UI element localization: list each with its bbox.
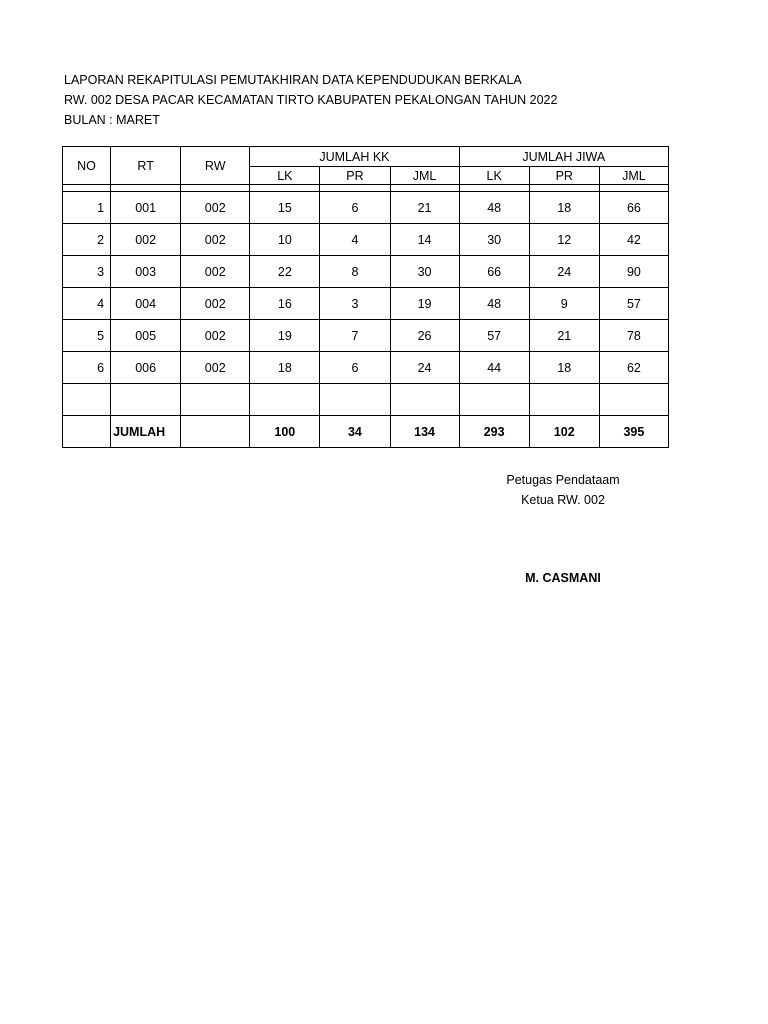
cell-jiwa-lk: 66 <box>459 256 529 288</box>
cell-jiwa-jml: 42 <box>599 224 668 256</box>
cell-jiwa-lk: 44 <box>459 352 529 384</box>
cell-kk-lk: 16 <box>250 288 320 320</box>
signature-block <box>463 470 663 510</box>
cell-jiwa-jml: 57 <box>599 288 668 320</box>
header-jiwa-jml: JML <box>599 167 668 185</box>
cell-kk-jml: 30 <box>390 256 459 288</box>
total-jiwa-jml: 395 <box>599 416 668 448</box>
cell-jiwa-pr: 21 <box>529 320 599 352</box>
signature-role: Petugas Pendataam <box>506 473 620 487</box>
cell-no: 5 <box>63 320 111 352</box>
cell-jiwa-lk: 30 <box>459 224 529 256</box>
header-rt: RT <box>111 147 181 185</box>
cell-rt: 006 <box>111 352 181 384</box>
cell-jiwa-jml: 66 <box>599 192 668 224</box>
cell-kk-pr: 6 <box>320 352 390 384</box>
cell-jiwa-jml: 62 <box>599 352 668 384</box>
header-jumlah-kk: JUMLAH KK <box>250 147 459 167</box>
cell-rt: 002 <box>111 224 181 256</box>
spacer-row <box>63 185 669 192</box>
cell-jiwa-pr: 18 <box>529 192 599 224</box>
header-no: NO <box>63 147 111 185</box>
cell-kk-lk: 15 <box>250 192 320 224</box>
total-kk-pr: 34 <box>320 416 390 448</box>
cell-kk-lk: 22 <box>250 256 320 288</box>
cell-rw: 002 <box>181 224 250 256</box>
cell-kk-pr: 4 <box>320 224 390 256</box>
cell-rw: 002 <box>181 288 250 320</box>
table-row <box>63 320 669 352</box>
recap-table <box>62 146 669 448</box>
cell-rw: 002 <box>181 256 250 288</box>
cell-jiwa-lk: 48 <box>459 288 529 320</box>
cell-no: 3 <box>63 256 111 288</box>
cell-kk-jml: 19 <box>390 288 459 320</box>
signature-position: Ketua RW. 002 <box>521 493 605 507</box>
cell-jiwa-lk: 48 <box>459 192 529 224</box>
cell-kk-pr: 7 <box>320 320 390 352</box>
empty-row <box>63 384 669 416</box>
cell-rt: 004 <box>111 288 181 320</box>
report-month: BULAN : MARET <box>64 113 160 127</box>
cell-rt: 001 <box>111 192 181 224</box>
cell-jiwa-jml: 78 <box>599 320 668 352</box>
cell-rw: 002 <box>181 320 250 352</box>
header-kk-lk: LK <box>250 167 320 185</box>
table-header-row <box>63 147 669 167</box>
total-jiwa-pr: 102 <box>529 416 599 448</box>
total-jiwa-lk: 293 <box>459 416 529 448</box>
table-row <box>63 352 669 384</box>
cell-kk-pr: 6 <box>320 192 390 224</box>
header-jumlah-jiwa: JUMLAH JIWA <box>459 147 668 167</box>
cell-rt: 003 <box>111 256 181 288</box>
header-jiwa-pr: PR <box>529 167 599 185</box>
cell-jiwa-pr: 24 <box>529 256 599 288</box>
total-label: JUMLAH <box>111 416 181 448</box>
cell-kk-jml: 21 <box>390 192 459 224</box>
cell-kk-lk: 18 <box>250 352 320 384</box>
cell-no: 2 <box>63 224 111 256</box>
signature-name: M. CASMANI <box>525 571 601 585</box>
cell-kk-pr: 8 <box>320 256 390 288</box>
cell-kk-lk: 19 <box>250 320 320 352</box>
table-row <box>63 288 669 320</box>
cell-kk-jml: 14 <box>390 224 459 256</box>
cell-no: 6 <box>63 352 111 384</box>
header-rw: RW <box>181 147 250 185</box>
table-row <box>63 256 669 288</box>
cell-jiwa-jml: 90 <box>599 256 668 288</box>
header-kk-jml: JML <box>390 167 459 185</box>
cell-rw: 002 <box>181 192 250 224</box>
total-kk-jml: 134 <box>390 416 459 448</box>
table-row <box>63 192 669 224</box>
header-kk-pr: PR <box>320 167 390 185</box>
cell-kk-jml: 26 <box>390 320 459 352</box>
report-header <box>64 70 557 130</box>
cell-jiwa-pr: 9 <box>529 288 599 320</box>
table-row <box>63 224 669 256</box>
total-row <box>63 416 669 448</box>
cell-jiwa-lk: 57 <box>459 320 529 352</box>
total-kk-lk: 100 <box>250 416 320 448</box>
cell-jiwa-pr: 18 <box>529 352 599 384</box>
cell-kk-lk: 10 <box>250 224 320 256</box>
cell-rw: 002 <box>181 352 250 384</box>
cell-jiwa-pr: 12 <box>529 224 599 256</box>
cell-no: 1 <box>63 192 111 224</box>
report-title: LAPORAN REKAPITULASI PEMUTAKHIRAN DATA KEPENDUDUKAN BERKALA <box>64 73 522 87</box>
header-jiwa-lk: LK <box>459 167 529 185</box>
cell-no: 4 <box>63 288 111 320</box>
cell-kk-pr: 3 <box>320 288 390 320</box>
cell-kk-jml: 24 <box>390 352 459 384</box>
report-subtitle: RW. 002 DESA PACAR KECAMATAN TIRTO KABUPATEN PEKALONGAN TAHUN 2022 <box>64 93 558 107</box>
cell-rt: 005 <box>111 320 181 352</box>
